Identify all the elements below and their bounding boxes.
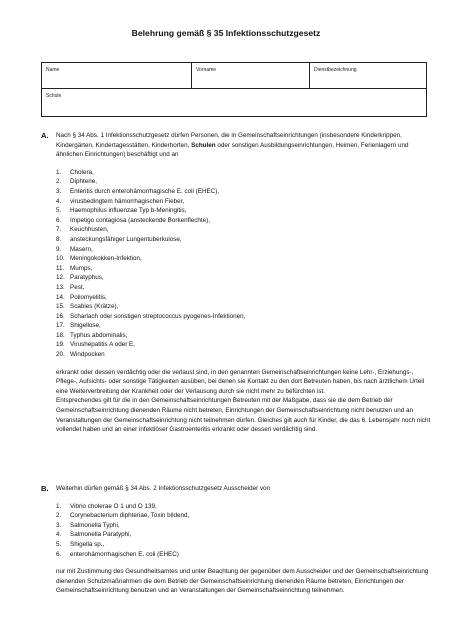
list-item-number: 12. [56,274,65,282]
list-item [56,540,434,550]
list-item [56,206,434,216]
list-item [56,312,434,322]
section-b-marker: B. [41,484,49,493]
list-item [56,283,434,293]
list-item [56,302,434,312]
list-item-text: Windpocken [70,351,105,359]
list-item-text: Keuchhusten, [70,226,109,234]
list-item-text: Vibrio cholerae O 1 und O 139, [70,502,157,510]
list-item [56,350,434,360]
list-item-text: Virushepatitis A oder E, [70,341,135,349]
list-item [56,225,434,235]
form-row-1 [42,63,426,89]
dienstbezeichnung-label: Dienstbezeichnung [314,67,357,73]
list-item-text: Diphterie, [70,178,97,186]
list-item-text: ansteckungsfähiger Lungentuberkulose, [70,235,182,243]
section-b [41,484,434,596]
list-item-number: 5. [56,207,62,215]
intro-text-after: oder sonstigen Ausbildungseinrichtungen, Heimen, Ferienlagern und ähnlichen Einrichtungen) beschäftigt und an [56,141,409,159]
list-item [56,521,434,531]
list-item-number: 17. [56,322,65,330]
list-item [56,331,434,341]
list-item-text: Masern, [70,245,93,253]
dienstbezeichnung-field[interactable] [310,63,428,88]
list-item-text: enterohämorrhagischen E. coli (EHEC) [70,550,179,558]
list-item-text: Scabies (Krätze), [70,303,119,311]
list-item-number: 14. [56,293,65,301]
list-item-text: Paratyphus, [70,274,104,282]
list-item-text: Salmonella Typhi, [70,521,120,529]
list-item-number: 15. [56,303,65,311]
list-item [56,197,434,207]
list-item [56,168,434,178]
personal-data-form [41,62,427,117]
list-item-text: Scharlach oder sonstigen streptococcus pyogenes-Infektionen, [70,312,246,320]
list-item-number: 11. [56,264,65,272]
list-item-number: 1. [56,168,62,176]
schule-field[interactable] [42,89,426,117]
name-field[interactable] [42,63,192,88]
list-item [56,321,434,331]
section-a-marker: A. [41,131,49,140]
list-item-text: Typhus abdominalis, [70,331,128,339]
list-item-number: 13. [56,283,65,291]
list-item-number: 8. [56,235,62,243]
document-title: Belehrung gemäß § 35 Infektionsschutzgesetz [131,28,321,38]
list-item-number: 19. [56,341,65,349]
list-item-number: 4. [56,531,62,539]
list-item [56,254,434,264]
list-item-number: 7. [56,226,62,234]
list-item-text: Cholera, [70,168,94,176]
list-item-number: 9. [56,245,62,253]
list-item [56,216,434,226]
list-item [56,530,434,540]
list-item [56,245,434,255]
section-a-paragraph-2: Entsprechendes gilt für die in den Gemeinschaftseinrichtungen Betreuten mit der Maßgabe, dass sie die dem Betrieb der Gemeinschaftseinrichtung dienenden Räume nicht betreten, Einrichtungen der Gemeinschaftseinrichtung nicht benutzen und an Veranstaltungen der Gemeinschaftseinrichtung nicht teilnehmen dürfen. Gleiches gilt auch für Kinder, die das 6. Lebensjahr noch nicht vollendet haben und an einer infektiöser Gastroenteritis erkrankt oder dessen verdächtig sind. [56,397,431,434]
disease-list [56,168,434,360]
list-item-text: Haemophilus influenzae Typ b-Meningitis, [70,207,187,215]
list-item [56,177,434,187]
list-item-number: 4. [56,197,62,205]
list-item [56,502,434,512]
list-item-number: 6. [56,550,62,558]
list-item [56,550,434,560]
list-item-number: 5. [56,540,62,548]
list-item-number: 3. [56,521,62,529]
list-item [56,293,434,303]
list-item-number: 18. [56,331,65,339]
section-a-intro [56,131,434,160]
list-item-text: Mumps, [70,264,93,272]
list-item [56,264,434,274]
list-item [56,511,434,521]
section-a [41,131,434,435]
excretor-list [56,502,434,560]
schule-label: Schule [46,93,62,99]
vorname-label: Vorname [196,67,217,73]
list-item-number: 2. [56,512,62,520]
vorname-field[interactable] [192,63,310,88]
list-item [56,235,434,245]
list-item-number: 16. [56,312,65,320]
section-b-intro: Weiterhin dürfen gemäß § 34 Abs. 2 Infektionsschutzgesetz Ausscheider von [56,485,271,492]
list-item-number: 1. [56,502,62,510]
section-a-paragraph-1: erkrankt oder dessen verdächtig oder die verlaust sind, in den genannten Gemeinschaftseinrichtungen keine Lehr-, Erziehungs-, Pflege-, Aufsichts- oder sonstige Tätigkeiten ausüben, bei denen sie Kontakt zu den dort Betreuten haben, bis nach ärztlichem Urteil eine Weiterverbreitung der Krankheit oder der Verlausung durch sie nicht mehr zu befürchten ist. [56,368,425,395]
list-item-text: Meningokokken-Infektion, [70,255,142,263]
name-label: Name [46,67,60,73]
list-item-number: 10. [56,255,65,263]
list-item-text: virusbedingtem hämorrhagischen Fieber, [70,197,185,205]
intro-text-bold: Schulen [191,141,216,149]
intro-text-before: Nach § 34 Abs. 1 Infektionsschutzgesetz dürfen Personen, die in Gemeinschaftseinrichtungen (insbesondere Kinderkrippen, Kindergärten, Kindertagesstätten, Kinderhorten, [56,132,402,149]
list-item-text: Impetigo contagiosa (ansteckende Borkenflechte), [70,216,211,224]
list-item-text: Poliomyelitis, [70,293,107,301]
list-item-text: Salmonella Paratyphi, [70,531,132,539]
list-item-number: 20. [56,351,65,359]
list-item [56,187,434,197]
list-item-text: Pest, [70,283,85,291]
list-item-number: 2. [56,178,62,186]
list-item-text: Corynebacterium diphteriae, Toxin bildend, [70,512,190,520]
list-item-text: Shigella sp., [70,540,105,548]
list-item-number: 3. [56,187,62,195]
list-item-text: Shigellose, [70,322,101,330]
list-item-text: Enteritis durch enterohämorrhagische E. coli (EHEC), [70,187,220,195]
list-item [56,340,434,350]
list-item-number: 6. [56,216,62,224]
section-b-paragraph: nur mit Zustimmung des Gesundheitsamtes und unter Beachtung der gegenüber dem Ausscheider und der Gemeinschaftseinrichtung dienenden Schutzmaßnahmen die dem Betrieb der Gemeinschaftseinrichtung dienenden Räume betreten, Einrichtungen der Gemeinschaftseinrichtung benutzen und an Veranstaltungen der Gemeinschaftseinrichtung teilnehmen. [56,568,429,595]
list-item [56,273,434,283]
